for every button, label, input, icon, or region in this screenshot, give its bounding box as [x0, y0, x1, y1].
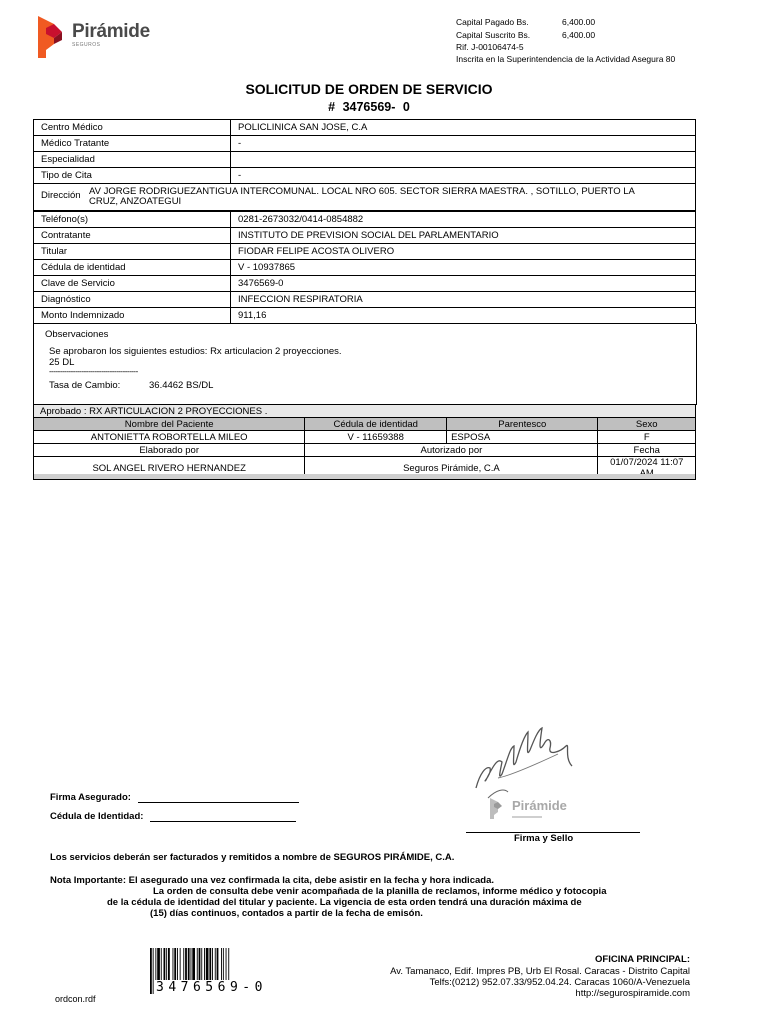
firma-asegurado-label: Firma Asegurado: [50, 792, 131, 803]
cedula-identidad-label: Cédula de Identidad: [50, 811, 144, 822]
centro-medico-value: POLICLINICA SAN JOSE, C.A [231, 120, 696, 136]
cedula-value: V - 10937865 [231, 260, 696, 276]
row-especialidad [34, 152, 696, 168]
row-direccion [34, 184, 696, 212]
office-phones: Telfs:(0212) 952.07.33/952.04.24. Caracas 1060/A-Venezuela [429, 977, 690, 988]
row-contratante [34, 228, 696, 244]
observaciones-box [33, 324, 697, 405]
direccion-line2: CRUZ, ANZOATEGUI [89, 196, 182, 207]
elaborado-value: SOL ANGEL RIVERO HERNANDEZ [34, 457, 305, 480]
row-medico [34, 136, 696, 152]
telefono-label: Teléfono(s) [34, 211, 231, 228]
aprobado-row [34, 405, 696, 418]
diagnostico-value: INFECCION RESPIRATORIA [231, 292, 696, 308]
office-title: OFICINA PRINCIPAL: [595, 954, 690, 965]
service-order-form [33, 119, 696, 324]
rif: Rif. J-00106474-5 [456, 42, 524, 52]
facturacion-note: Los servicios deberán ser facturados y remitidos a nombre de SEGUROS PIRÁMIDE, C.A. [50, 852, 455, 863]
patient-table [33, 404, 696, 480]
tipo-cita-label: Tipo de Cita [34, 168, 231, 184]
medico-value: - [231, 136, 696, 152]
centro-medico-label: Centro Médico [34, 120, 231, 136]
file-name: ordcon.rdf [55, 994, 96, 1004]
firma-sello-label: Firma y Sello [514, 833, 574, 844]
header-fecha: Fecha [598, 444, 696, 457]
logo-wordmark: Pirámide [72, 21, 150, 42]
capital-suscrito-value: 6,400.00 [562, 30, 596, 40]
barcode-bar [153, 948, 154, 994]
patient-name: ANTONIETTA ROBORTELLA MILEO [34, 431, 305, 444]
row-titular [34, 244, 696, 260]
aprobado-text: Aprobado : RX ARTICULACION 2 PROYECCIONES . [34, 405, 696, 418]
direccion-cell [34, 184, 696, 212]
tipo-cita-value: - [231, 168, 696, 184]
patient-row [34, 431, 696, 444]
tasa-value: 36.4462 BS/DL [149, 380, 214, 391]
fecha-value: 01/07/2024 11:07 [598, 457, 696, 480]
row-monto [34, 308, 696, 324]
nota-importante-line4: (15) días continuos, contados a partir de la fecha de emisón. [150, 908, 423, 919]
row-telefono [34, 211, 696, 228]
office-website[interactable]: http://segurospiramide.com [575, 988, 690, 999]
header-parentesco: Parentesco [447, 418, 598, 431]
header-cedula: Cédula de identidad [305, 418, 447, 431]
inscrita: Inscrita en la Superintendencia de la Actividad Asegura 80 [456, 54, 676, 64]
row-clave [34, 276, 696, 292]
firma-asegurado-line [138, 802, 299, 803]
especialidad-value [231, 152, 696, 168]
especialidad-label: Especialidad [34, 152, 231, 168]
direccion-line1: AV JORGE RODRIGUEZANTIGUA INTERCOMUNAL. LOCAL NRO 605. SECTOR SIERRA MAESTRA. , SOTILLO, PUERTO LA [89, 185, 635, 197]
barcode-bar [150, 948, 152, 994]
patient-cedula: V - 11659388 [305, 431, 447, 444]
observaciones-label: Observaciones [45, 329, 109, 340]
order-number: # 3476569- 0 [328, 100, 410, 114]
observaciones-line2: 25 DL [49, 357, 75, 368]
nota-importante-line3: de la cédula de identidad del titular y paciente. La vigencia de esta orden tendrá una duración máxima de [107, 897, 582, 908]
row-centro-medico [34, 120, 696, 136]
contratante-value: INSTITUTO DE PREVISION SOCIAL DEL PARLAMENTARIO [231, 228, 696, 244]
observaciones-divider: ----------------------------------------- [49, 367, 138, 376]
header-elaborado: Elaborado por [34, 444, 305, 457]
auth-header-row [34, 444, 696, 457]
table-footer-bar [33, 474, 696, 480]
row-cedula [34, 260, 696, 276]
capital-pagado-label: Capital Pagado Bs. [456, 17, 529, 27]
cedula-label: Cédula de identidad [34, 260, 231, 276]
medico-label: Médico Tratante [34, 136, 231, 152]
cedula-identidad-line [150, 821, 296, 822]
patient-parentesco: ESPOSA [447, 431, 598, 444]
direccion-label: Dirección [41, 189, 81, 201]
titular-label: Titular [34, 244, 231, 260]
header-autorizado: Autorizado por [305, 444, 598, 457]
titular-value: FIODAR FELIPE ACOSTA OLIVERO [231, 244, 696, 260]
row-tipo-cita [34, 168, 696, 184]
barcode-number: 3476569-0 [156, 980, 267, 995]
contratante-label: Contratante [34, 228, 231, 244]
signature-stamp [468, 718, 592, 828]
document-title: SOLICITUD DE ORDEN DE SERVICIO [245, 81, 493, 97]
monto-value: 911,16 [231, 308, 696, 324]
office-address: Av. Tamanaco, Edif. Impres PB, Urb El Rosal. Caracas - Distrito Capital [390, 966, 690, 977]
tasa-label: Tasa de Cambio: [49, 380, 121, 391]
row-diagnostico [34, 292, 696, 308]
header-nombre: Nombre del Paciente [34, 418, 305, 431]
clave-value: 3476569-0 [231, 276, 696, 292]
diagnostico-label: Diagnóstico [34, 292, 231, 308]
header-sexo: Sexo [598, 418, 696, 431]
capital-pagado-value: 6,400.00 [562, 17, 596, 27]
direccion-value [89, 187, 635, 208]
logo-subtitle: SEGUROS [72, 42, 101, 48]
patient-header-row [34, 418, 696, 431]
nota-importante-line2: La orden de consulta debe venir acompañada de la planilla de reclamos, informe médico y fotocopia [153, 886, 607, 897]
telefono-value: 0281-2673032/0414-0854882 [231, 211, 696, 228]
clave-label: Clave de Servicio [34, 276, 231, 292]
stamp-brand: Pirámide [512, 798, 567, 813]
capital-suscrito-label: Capital Suscrito Bs. [456, 30, 531, 40]
nota-importante-line1: Nota Importante: El asegurado una vez confirmada la cita, debe asistir en la fecha y hora indicada. [50, 875, 494, 886]
observaciones-line1: Se aprobaron los siguientes estudios: Rx articulacion 2 proyecciones. [49, 346, 342, 357]
autorizado-value: Seguros Pirámide, C.A [305, 457, 598, 480]
monto-label: Monto Indemnizado [34, 308, 231, 324]
patient-sexo: F [598, 431, 696, 444]
